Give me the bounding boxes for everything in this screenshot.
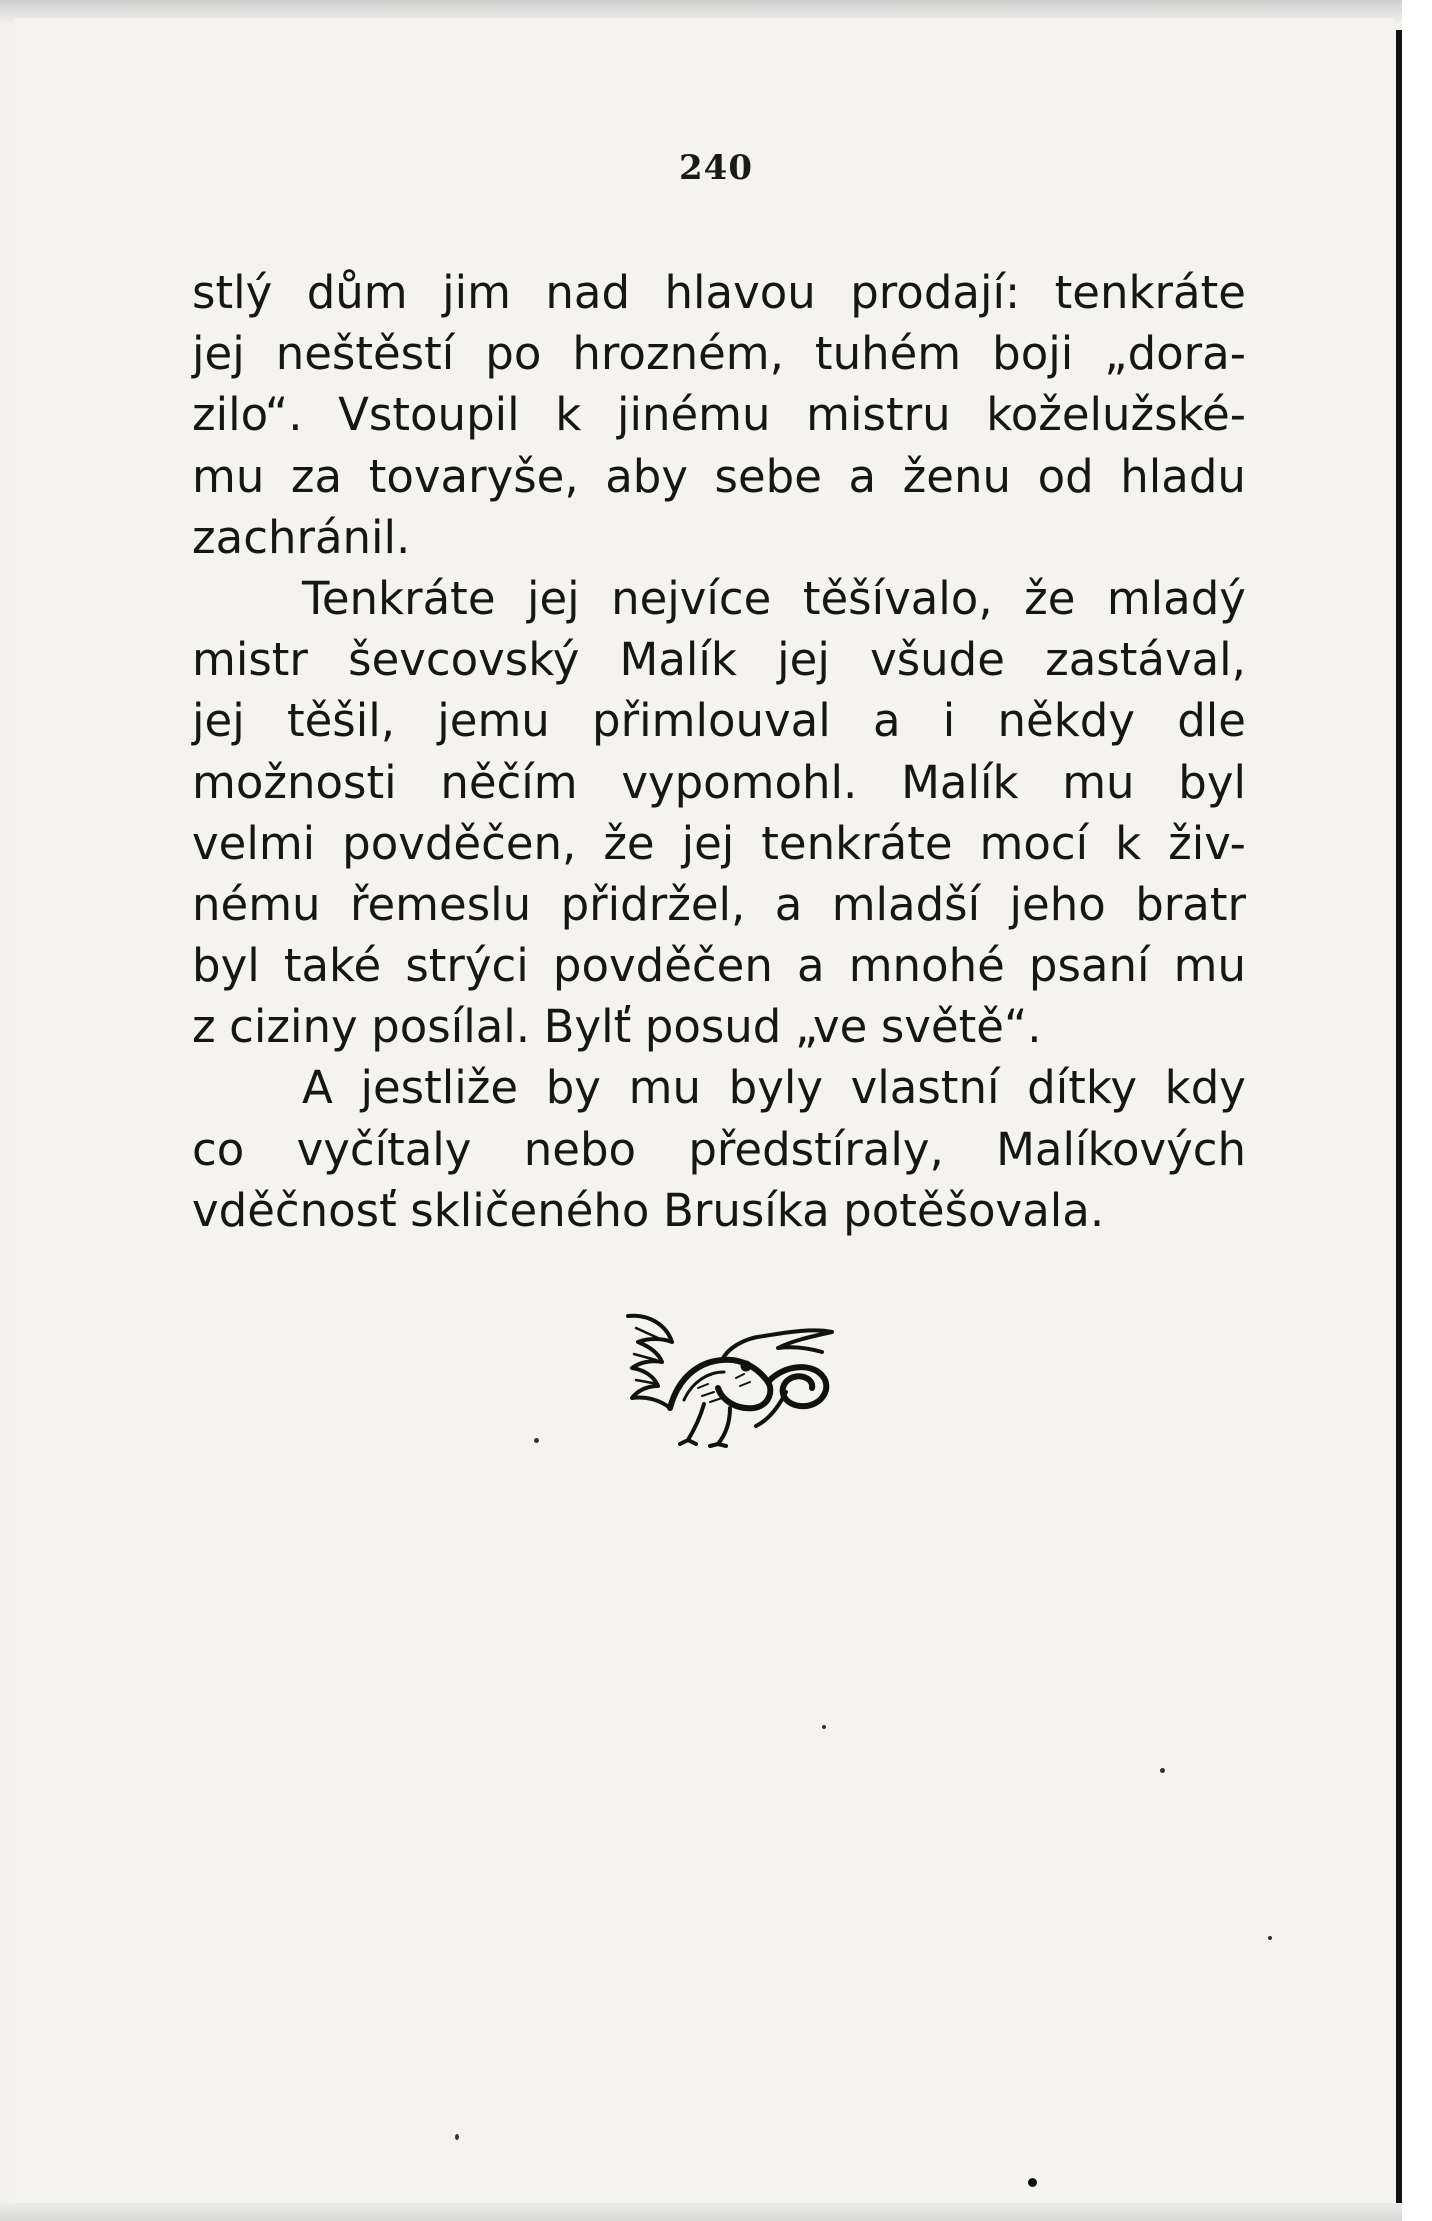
- paper-speck: [822, 1725, 826, 1729]
- text-line: z ciziny posílal. Bylť posud „ve světě“.: [192, 1000, 1042, 1054]
- text-line: stlý dům jim nad hlavou prodají: tenkráte: [192, 266, 1246, 319]
- paper-speck: [455, 2134, 459, 2140]
- paper-speck: [1160, 1768, 1165, 1773]
- text-line: možnosti něčím vypomohl. Malík mu byl: [192, 755, 1246, 809]
- text-line: mu za tovaryše, aby sebe a ženu od hladu: [192, 449, 1246, 503]
- paper-speck: [534, 1438, 539, 1443]
- text-line: A jestliže by mu byly vlastní dítky kdy: [302, 1061, 1246, 1115]
- body-text: [192, 262, 1246, 1241]
- page-bottom-edge: [0, 2203, 1402, 2221]
- text-line: byl také strýci povděčen a mnohé psaní mu: [192, 939, 1246, 993]
- text-line: Tenkráte jej nejvíce těšívalo, že mladý: [302, 571, 1246, 625]
- text-line: zilo“. Vstoupil k jinému mistru koželužské-: [192, 388, 1246, 442]
- text-line: zachránil.: [192, 510, 411, 564]
- text-line: nému řemeslu přidržel, a mladší jeho bratr: [192, 877, 1246, 931]
- text-line: velmi povděčen, že jej tenkráte mocí k živ-: [192, 816, 1246, 870]
- paper-speck: [1028, 2178, 1037, 2187]
- text-line: jej neštěstí po hrozném, tuhém boji „dora-: [192, 327, 1246, 381]
- text-line: jej těšil, jemu přimlouval a i někdy dle: [192, 694, 1246, 748]
- margin-strip: [1402, 0, 1432, 2221]
- text-line: mistr ševcovský Malík jej všude zastával,: [192, 633, 1246, 687]
- dragon-ornament-icon: [618, 1308, 840, 1448]
- paper-speck: [1268, 1936, 1272, 1940]
- page-number: 240: [679, 148, 753, 188]
- text-line: vděčnosť skličeného Brusíka potěšovala.: [192, 1183, 1105, 1237]
- text-line: co vyčítaly nebo předstíraly, Malíkových: [192, 1122, 1246, 1176]
